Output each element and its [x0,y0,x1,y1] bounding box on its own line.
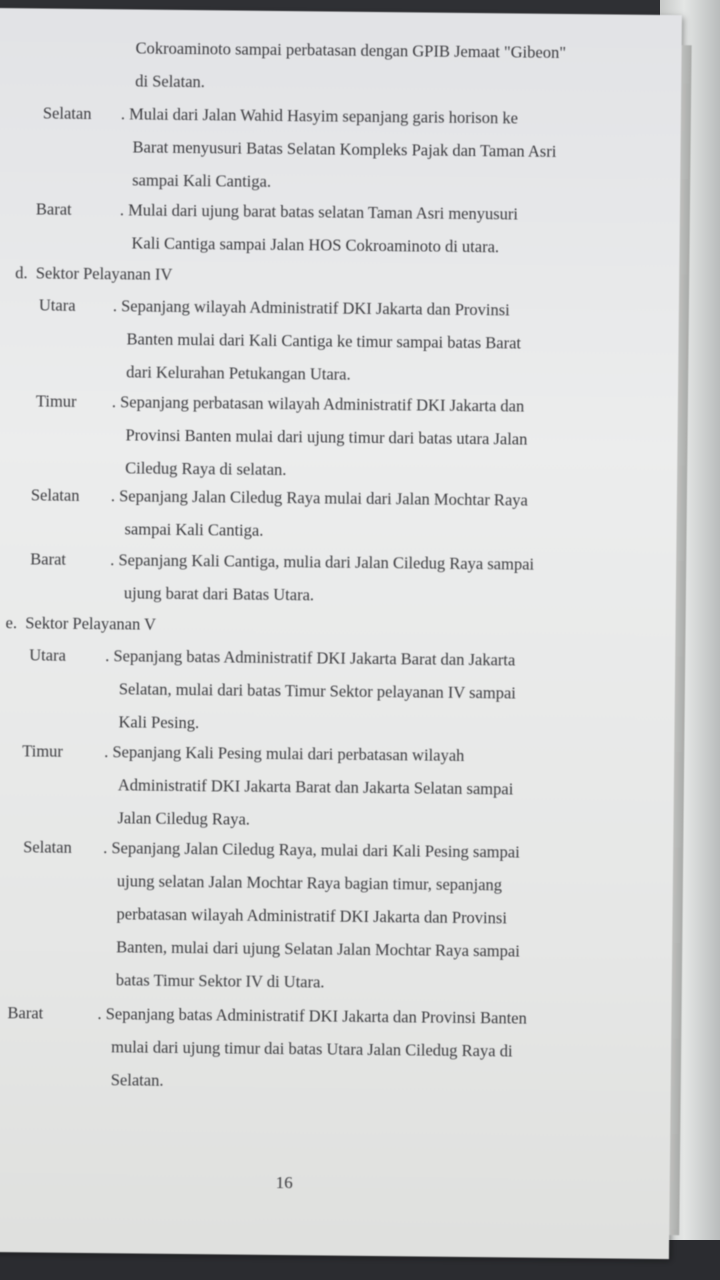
text-line: . Mulai dari ujung barat batas selatan Taman Asri menyusuri [119,200,519,224]
section-e-text-utara [104,639,615,743]
text-line: . Sepanjang batas Administratif DKI Jakarta Barat dan Jakarta [105,646,516,670]
section-d-marker: d. [15,263,28,283]
text-line: Selatan. [110,1070,164,1090]
text-line: Banten mulai dari Kali Cantiga ke timur sampai batas Barat [126,329,522,353]
section-e-label-timur: Timur [22,741,63,761]
text-line: Ciledug Raya di selatan. [125,458,287,480]
section-e-text-timur [103,735,614,839]
text-line: perbatasan wilayah Administratif DKI Jakarta dan Provinsi [116,904,508,928]
section-e-text-barat [97,997,624,1102]
text-line: dari Kelurahan Petukangan Utara. [126,362,351,384]
text-line: Kali Pesing. [118,712,200,733]
text-line: . Sepanjang batas Administratif DKI Jakarta dan Provinsi Banten [97,1004,527,1028]
text-line: ujung selatan Jalan Mochtar Raya bagian timur, sepanjang [116,871,503,895]
intro-line: di Selatan. [135,71,205,92]
section-d-text-selatan [110,479,601,550]
text-line: Selatan, mulai dari batas Timur Sektor pelayanan IV sampai [118,679,516,703]
text-line: sampai Kali Cantiga. [132,170,272,191]
block-c-label-barat: Barat [35,199,72,219]
text-line: . Sepanjang wilayah Administratif DKI Jakarta dan Provinsi [112,296,510,320]
text-line: . Sepanjang perbatasan wilayah Administratif DKI Jakarta dan [111,392,525,416]
section-e-heading [5,606,156,641]
section-d-label-utara: Utara [38,295,76,315]
text-line: sampai Kali Cantiga. [124,519,264,540]
section-d-heading [15,256,173,291]
section-e-text-selatan [102,831,624,1001]
intro-text [135,31,606,102]
text-line: mulai dari ujung timur dai batas Utara Jalan Ciledug Raya di [111,1037,513,1061]
section-e-label-barat: Barat [7,1003,44,1023]
section-d-title: Sektor Pelayanan IV [35,263,173,284]
text-line: . Sepanjang Kali Pesing mulai dari perbatasan wilayah [104,742,465,765]
section-d-text-barat [110,543,601,614]
text-line: Jalan Ciledug Raya. [117,808,251,829]
intro-line: Cokroaminoto sampai perbatasan dengan GPIB Jemaat "Gibeon" [135,38,567,62]
text-line: Administratif DKI Jakarta Barat dan Jakarta Selatan sampai [117,775,514,799]
section-d-text-timur [111,385,612,489]
block-c-label-selatan: Selatan [42,103,92,124]
page-number: 16 [275,1172,293,1193]
section-e-label-selatan: Selatan [23,837,72,857]
section-e-marker: e. [5,613,18,633]
document-page [0,8,682,1259]
section-d-label-timur: Timur [35,391,77,411]
text-line: Barat menyusuri Batas Selatan Kompleks Pajak dan Taman Asri [132,137,557,161]
text-line: Kali Cantiga sampai Jalan HOS Cokroaminoto di utara. [131,233,500,257]
section-e-title: Sektor Pelayanan V [25,613,157,634]
text-line: . Sepanjang Jalan Ciledug Raya mulai dari Jalan Mochtar Raya [110,486,528,510]
section-d-label-barat: Barat [30,549,67,569]
section-d-label-selatan: Selatan [30,485,80,505]
text-line: ujung barat dari Batas Utara. [123,583,315,605]
text-line: . Sepanjang Kali Cantiga, mulia dari Jalan Ciledug Raya sampai [110,550,535,574]
text-line: Provinsi Banten mulai dari ujung timur dari batas utara Jalan [125,425,528,449]
block-c-text-selatan [120,97,611,201]
text-line: . Mulai dari Jalan Wahid Hasyim sepanjang garis horison ke [120,104,519,128]
section-e-label-utara: Utara [29,645,66,665]
text-line: Banten, mulai dari ujung Selatan Jalan Mochtar Raya sampai [116,937,520,961]
section-d-text-utara [112,289,603,393]
text-line: . Sepanjang Jalan Ciledug Raya, mulai dari Kali Pesing sampai [103,838,520,862]
text-line: batas Timur Sektor IV di Utara. [115,970,325,992]
block-c-text-barat [119,193,610,264]
